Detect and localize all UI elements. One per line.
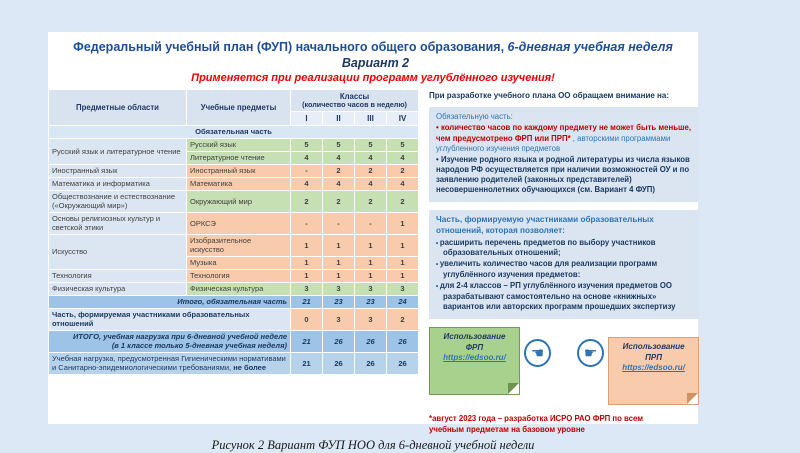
formed-cell: 2 [387,308,419,330]
area-cell: Русский язык и литературное чтение [49,138,187,164]
header-grades-title: Классы [339,91,370,101]
area-cell: Обществознание и естествознание («Окружающий мир») [49,190,187,212]
box2-bullet-3: • для 2-4 классов – РП углублённого изучения предметов ОО разрабатывают самостоятельно на основе «книжных» вариантов или авторских программ прошедших экспертизу [436,281,692,312]
total-cell: 24 [387,295,419,308]
box1-bullet-1-red: количество часов по каждому предмету не может быть меньше, чем предусмотрено ФРП или ПРП* [436,123,692,143]
figure-caption: Рисунок 2 Вариант ФУП НОО для 6-дневной учебной недели [211,438,535,453]
formed-cell: 0 [291,308,323,330]
total-label: Итого, обязательная часть [49,295,291,308]
grand-total-row [49,330,419,352]
prp-sticky-note [608,337,699,405]
box1-title: Обязательную часть: [436,112,513,122]
hours-cell: 1 [387,256,419,269]
table-row [49,212,419,234]
hours-cell: 1 [355,269,387,282]
hours-cell: 4 [355,151,387,164]
formed-cell: 3 [355,308,387,330]
hours-cell: 2 [355,164,387,177]
formed-part-note-box [429,210,699,319]
subject-cell: ОРКСЭ [187,212,291,234]
frp-footnote: *август 2023 года – разработка ИСРО РАО ФРП по всем учебным предметам на базовом уровне [429,414,643,434]
grade-I: I [291,112,323,126]
hours-cell: 1 [323,269,355,282]
hours-cell: 1 [323,256,355,269]
hygiene-cell: 26 [355,352,387,374]
header-grades-subtitle: (количество часов в неделю) [302,100,407,110]
hours-cell: 4 [323,177,355,190]
table-row [49,282,419,295]
hours-cell: 3 [387,282,419,295]
hours-cell: 4 [387,151,419,164]
table-row [49,234,419,256]
prp-link[interactable]: https://edsoo.ru/ [622,363,685,373]
box1-bullet-1 [436,123,692,153]
page-subtitle: Применяется при реализации программ углублённого изучения! [191,72,555,85]
hygiene-label [49,352,291,374]
hours-cell: - [291,212,323,234]
area-cell: Физическая культура [49,282,187,295]
page-title [48,40,698,71]
hours-cell: 4 [387,177,419,190]
title-variant: Вариант 2 [341,55,410,70]
subject-cell: Русский язык [187,138,291,151]
total-cell: 23 [355,295,387,308]
subject-cell: Литературное чтение [187,151,291,164]
grade-II: II [323,112,355,126]
area-cell: Иностранный язык [49,164,187,177]
table-row [49,190,419,212]
frp-note-line1: Использование [443,332,506,342]
prp-note-line2: ПРП [645,352,663,362]
click-hand-left-icon: ☚ [524,339,551,367]
hours-cell: - [355,212,387,234]
hours-cell: 5 [387,138,419,151]
hygiene-cell: 26 [323,352,355,374]
grand-total-cell: 26 [323,330,355,352]
box2-bullet-1: • расширить перечень предметов по выбору участников образовательных отношений; [436,238,692,259]
grand-total-label-line2: (в 1 классе только 5-дневная учебная неделя) [111,341,287,351]
frp-note-line2: ФРП [465,342,484,352]
header-subject-areas: Предметные области [49,90,187,126]
hygiene-cell: 26 [387,352,419,374]
hours-cell: 1 [355,256,387,269]
total-cell: 23 [323,295,355,308]
hours-cell: 1 [323,234,355,256]
section-title: Обязательная часть [49,125,419,138]
panel-heading: При разработке учебного плана ОО обращаем внимание на: [429,91,669,101]
area-cell: Технология [49,269,187,282]
hours-cell: 2 [387,164,419,177]
click-hand-right-icon: ☛ [577,339,604,367]
total-cell: 21 [291,295,323,308]
hours-cell: 3 [355,282,387,295]
hours-cell: 3 [291,282,323,295]
table-row [49,138,419,151]
header-subjects: Учебные предметы [187,90,291,126]
hours-cell: 5 [355,138,387,151]
subject-cell: Математика [187,177,291,190]
hours-cell: 4 [323,151,355,164]
hours-cell: - [323,212,355,234]
folded-corner [508,383,519,394]
subject-cell: Музыка [187,256,291,269]
content-area [48,89,698,435]
box1-bullet-1-rest: , авторскими программами углубленного изучения предметов [436,133,671,153]
hours-cell: 3 [323,282,355,295]
hours-cell: 2 [291,190,323,212]
grand-total-cell: 21 [291,330,323,352]
slide [48,32,698,453]
area-cell: Основы религиозных культур и светской этики [49,212,187,234]
hours-cell: 2 [323,164,355,177]
frp-link[interactable]: https://edsoo.ru/ [443,353,506,363]
hours-cell: 1 [291,269,323,282]
hours-cell: 2 [355,190,387,212]
folded-corner [687,393,698,404]
table-header-row [49,90,419,112]
curriculum-table [48,89,419,375]
title-main: Федеральный учебный план (ФУП) начального общего образования, [73,40,505,54]
hours-cell: 2 [387,190,419,212]
grand-total-label-line1: ИТОГО, учебная нагрузка при 6-дневной учебной неделе [73,332,287,342]
area-cell: Искусство [49,234,187,269]
subject-cell: Изобразительное искусство [187,234,291,256]
grand-total-label [49,330,291,352]
hours-cell: 4 [355,177,387,190]
box1-bullet-2: • Изучение родного языка и родной литературы из числа языков народов РФ осуществляется при наличии возможностей ОУ и по заявлению родителей (законных представителей) несовершеннолетних обучающихся (см. Вариант 4 ФУП) [436,155,692,196]
frp-sticky-note [429,327,520,395]
subject-cell: Физическая культура [187,282,291,295]
formed-part-row [49,308,419,330]
grand-total-cell: 26 [355,330,387,352]
grade-IV: IV [387,112,419,126]
subject-cell: Иностранный язык [187,164,291,177]
hours-cell: 1 [387,269,419,282]
hours-cell: 4 [291,177,323,190]
prp-note-line1: Использование [622,342,685,352]
hours-cell: 5 [323,138,355,151]
formed-part-label: Часть, формируемая участниками образовательных отношений [49,308,291,330]
mandatory-part-note-box [429,107,699,202]
formed-cell: 3 [323,308,355,330]
title-week: 6-дневная учебная неделя [507,40,673,54]
hours-cell: - [291,164,323,177]
hygiene-row [49,352,419,374]
hours-cell: 5 [291,138,323,151]
hygiene-cell: 21 [291,352,323,374]
sticky-notes-row [429,327,699,405]
hours-cell: 1 [387,212,419,234]
hours-cell: 4 [291,151,323,164]
box2-title: Часть, формируемую участниками образовательных отношений, которая позволяет: [436,215,654,235]
notes-panel [429,89,699,435]
table-row [49,177,419,190]
subject-cell: Технология [187,269,291,282]
box2-bullet-2: • увеличить количество часов для реализации программ углублённого изучения предметов: [436,259,692,280]
table-row [49,269,419,282]
hygiene-label-bold: не более [233,363,267,373]
hours-cell: 1 [291,234,323,256]
hours-cell: 1 [355,234,387,256]
hours-cell: 1 [291,256,323,269]
grand-total-cell: 26 [387,330,419,352]
table-row [49,164,419,177]
hygiene-label-text: Учебная нагрузка, предусмотренная Гигиеническими нормативами и Санитарно-эпидемиологическими требованиями, [52,354,286,373]
section-row [49,125,419,138]
header-grades [291,90,419,112]
subject-cell: Окружающий мир [187,190,291,212]
grade-III: III [355,112,387,126]
hours-cell: 2 [323,190,355,212]
hours-cell: 1 [387,234,419,256]
total-mandatory-row [49,295,419,308]
area-cell: Математика и информатика [49,177,187,190]
